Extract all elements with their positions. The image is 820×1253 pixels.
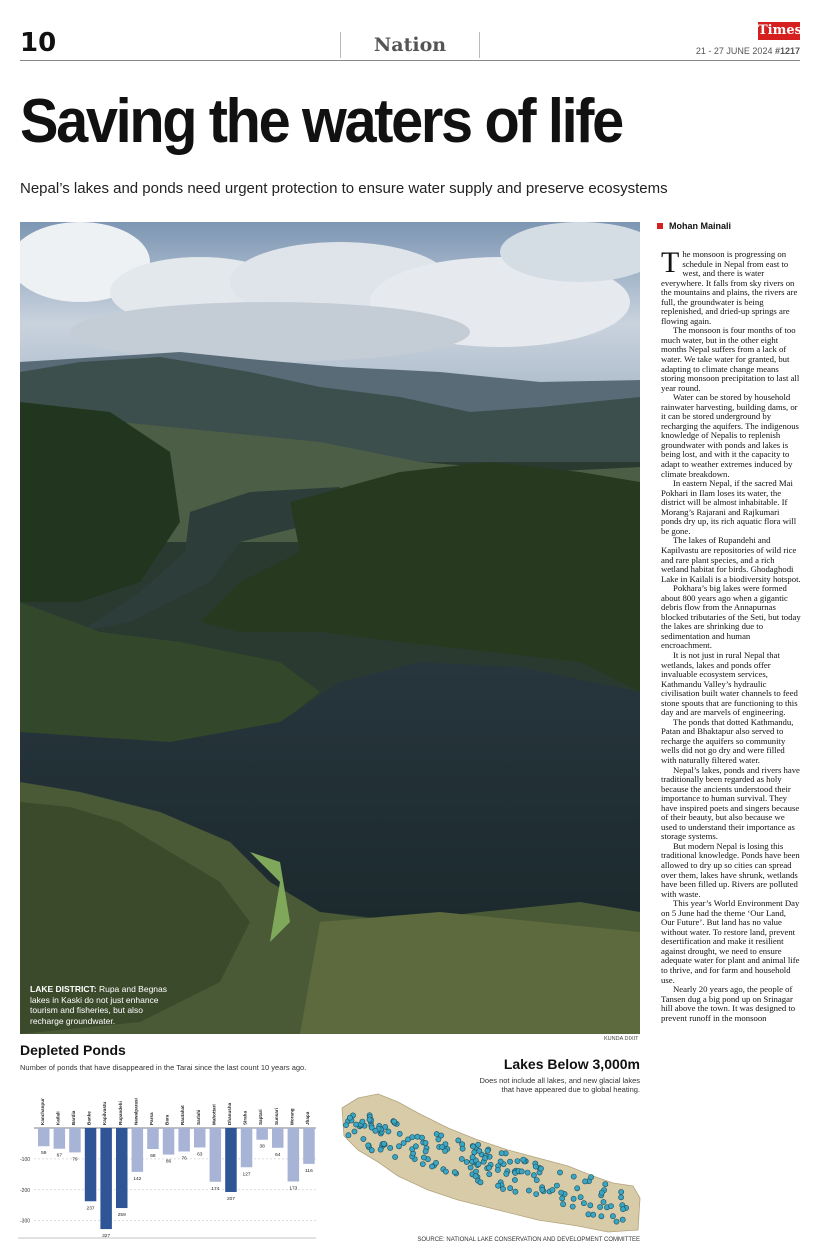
lake-marker: [570, 1204, 575, 1209]
lake-marker: [396, 1144, 401, 1149]
lake-marker: [392, 1119, 397, 1124]
value-label: 259: [117, 1213, 126, 1219]
lake-marker: [456, 1138, 461, 1143]
bar: [85, 1128, 97, 1201]
lake-photo: [20, 222, 640, 1034]
lake-marker: [471, 1144, 476, 1149]
lake-marker: [581, 1201, 586, 1206]
lake-marker: [515, 1159, 520, 1164]
lake-marker: [550, 1187, 555, 1192]
lake-marker: [473, 1174, 478, 1179]
lake-marker: [367, 1117, 372, 1122]
y-tick-label: -200: [20, 1187, 31, 1194]
page-number: 10: [20, 28, 57, 58]
lake-marker: [443, 1169, 448, 1174]
lake-marker: [440, 1144, 445, 1149]
article-paragraph: Nepal’s lakes, ponds and rivers have traditionally been regarded as holy because the ancients understood their importance to human survival. They have inspired poets and singers because of their beauty, but also because we used to understand their importance as storage systems.: [661, 764, 800, 842]
article-paragraph: The monsoon is four months of too much water, but in the other eight months Nepal suffers from a lack of water. We take water for granted, but adapting to climate change means storing monsoon precipitation to last all year round.: [661, 325, 800, 393]
value-label: 67: [56, 1153, 63, 1159]
ponds-chart-title: Depleted Ponds: [20, 1042, 126, 1058]
lake-marker: [415, 1134, 420, 1139]
lake-marker: [413, 1144, 418, 1149]
lake-marker: [571, 1196, 576, 1201]
value-label: 173: [289, 1186, 298, 1192]
bar: [241, 1128, 253, 1167]
lake-marker: [533, 1164, 538, 1169]
category-label: Siraha: [242, 1110, 248, 1125]
lake-marker: [393, 1154, 398, 1159]
lake-marker: [476, 1142, 481, 1147]
value-label: 38: [259, 1144, 265, 1150]
lake-marker: [423, 1149, 428, 1154]
lake-marker: [586, 1212, 591, 1217]
lake-marker: [433, 1160, 438, 1165]
lake-marker: [540, 1187, 545, 1192]
lakes-map-subtitle: Does not include all lakes, and new glacial lakes that have appeared due to global heating.: [479, 1076, 640, 1094]
lake-marker: [381, 1141, 386, 1146]
category-label: Kailali: [55, 1111, 61, 1125]
category-label: Dhanusha: [226, 1102, 232, 1125]
article-paragraph: In eastern Nepal, if the sacred Mai Pokhari in Ilam loses its water, the district will be almost inhabitable. If Morang’s Rajarani and Rajkumari ponds dry up, its rich aquatic flora will be gone.: [661, 478, 797, 536]
lake-marker: [369, 1148, 374, 1153]
lake-marker: [571, 1174, 576, 1179]
lake-marker: [373, 1128, 378, 1133]
lake-marker: [483, 1156, 488, 1161]
lake-marker: [460, 1146, 465, 1151]
bar: [194, 1128, 206, 1147]
category-label: Kanchanpur: [39, 1098, 45, 1125]
lake-marker: [534, 1192, 539, 1197]
bar: [272, 1128, 284, 1148]
value-label: 207: [226, 1196, 235, 1202]
bar: [178, 1128, 190, 1151]
ponds-chart-subtitle: Number of ponds that have disappeared in the Tarai since the last count 10 years ago.: [20, 1063, 307, 1072]
ponds-bar-chart: [18, 1080, 316, 1240]
lake-marker: [397, 1131, 402, 1136]
bar: [225, 1128, 237, 1192]
lake-marker: [388, 1145, 393, 1150]
photo-credit: KUNDA DIXIT: [604, 1036, 639, 1042]
value-label: 76: [181, 1156, 187, 1162]
lake-marker: [346, 1133, 351, 1138]
lake-marker: [495, 1167, 500, 1172]
value-label: 174: [211, 1186, 220, 1192]
lake-marker: [575, 1186, 580, 1191]
category-label: Parsa: [148, 1112, 154, 1125]
lake-marker: [554, 1183, 559, 1188]
lake-landscape-image: [20, 222, 640, 1034]
lake-marker: [507, 1159, 512, 1164]
lake-marker: [378, 1147, 383, 1152]
article-paragraph: This year’s World Environment Day on 5 June had the theme ‘Our Land, Our Future’. But land has no value without water. To restore land, prevent desertification and make it resilient against drought, we need to ensure adequate water for plant and animal life to thrive, and for farm and household use.: [661, 898, 800, 985]
caption-label: LAKE DISTRICT:: [30, 984, 97, 994]
lake-marker: [583, 1179, 588, 1184]
lake-marker: [519, 1169, 524, 1174]
bar: [38, 1128, 50, 1146]
value-label: 142: [133, 1176, 142, 1182]
bar: [116, 1128, 128, 1208]
article-paragraph: But modern Nepal is losing this traditional knowledge. Ponds have been allowed to dry up so cities can spread over them, lakes have shrunk, wetlands have been filled up. Rivers are polluted with waste.: [661, 840, 800, 899]
lake-marker: [421, 1155, 426, 1160]
lake-marker: [561, 1202, 566, 1207]
lake-marker: [470, 1155, 475, 1160]
bar: [210, 1128, 222, 1182]
lake-marker: [589, 1175, 594, 1180]
category-label: Banke: [86, 1111, 92, 1125]
lake-marker: [603, 1182, 608, 1187]
lake-marker: [485, 1148, 490, 1153]
lake-marker: [352, 1129, 357, 1134]
lake-marker: [508, 1186, 513, 1191]
headline: Saving the waters of life: [20, 87, 622, 156]
bar: [147, 1128, 159, 1149]
lake-marker: [513, 1189, 518, 1194]
value-label: 86: [165, 1159, 172, 1165]
lake-marker: [521, 1157, 526, 1162]
standfirst: Nepal’s lakes and ponds need urgent protection to ensure water supply and preserve ecosystems: [20, 180, 668, 197]
y-tick-label: -100: [20, 1156, 31, 1163]
article-paragraph: Pokhara’s big lakes were formed about 800 years ago when a gigantic debris flow from the Annapurnas blocked tributaries of the Seti, but today the lakes are shrinking due to sedimentation and human encroachment.: [661, 583, 801, 651]
lake-marker: [478, 1180, 483, 1185]
y-tick-label: -300: [20, 1218, 31, 1225]
category-label: Rautahat: [180, 1105, 186, 1125]
lake-marker: [366, 1143, 371, 1148]
lake-marker: [560, 1196, 565, 1201]
category-label: Bardia: [70, 1110, 76, 1125]
article-paragraph: Nearly 20 years ago, the people of Tansen dug a big pond up on Srinagar hill above the town. It was designed to prevent runoff in the monsoon: [661, 984, 796, 1023]
bar: [54, 1128, 66, 1149]
bar: [100, 1128, 112, 1229]
value-label: 79: [72, 1157, 78, 1163]
lake-marker: [464, 1159, 469, 1164]
article-paragraph: The lakes of Rupandehi and Kapilvastu are repositories of wild rice and rare plant species, and a rich wetland habitat for birds. Ghodaghodi Lake in Kailali is a biodiversity hotspot.: [661, 535, 801, 584]
category-label: Jhapa: [304, 1111, 310, 1125]
category-label: Morang: [289, 1108, 295, 1125]
category-label: Mahottari: [211, 1104, 217, 1125]
lake-marker: [420, 1162, 425, 1167]
lake-marker: [619, 1195, 624, 1200]
lake-marker: [588, 1203, 593, 1208]
category-label: Nawalparasi: [133, 1098, 139, 1125]
lake-marker: [477, 1148, 482, 1153]
lake-marker: [578, 1195, 583, 1200]
lake-marker: [487, 1172, 492, 1177]
lake-marker: [598, 1204, 603, 1209]
lake-marker: [347, 1115, 352, 1120]
article-paragraph: It is not just in rural Nepal that wetlands, lakes and ponds offer invaluable ecosystem services, Kathmandu Valley’s hydraulic civilisation built water channels to feed stone spouts that are functioning to this day and are marvels of engineering.: [661, 649, 798, 718]
issue-info: [696, 46, 800, 56]
bar: [256, 1128, 268, 1140]
lake-marker: [499, 1151, 504, 1156]
byline: Mohan Mainali: [657, 221, 731, 231]
bar: [69, 1128, 81, 1152]
lake-marker: [526, 1188, 531, 1193]
lake-marker: [500, 1186, 505, 1191]
lake-marker: [538, 1166, 543, 1171]
lake-marker: [512, 1177, 517, 1182]
lake-marker: [386, 1129, 391, 1134]
lake-marker: [591, 1212, 596, 1217]
value-label: 127: [242, 1172, 251, 1178]
lake-marker: [343, 1123, 348, 1128]
lake-marker: [401, 1140, 406, 1145]
issue-number: #1217: [774, 46, 800, 56]
category-label: Sarlahi: [195, 1109, 201, 1125]
lake-marker: [608, 1204, 613, 1209]
value-label: 64: [275, 1152, 281, 1158]
lake-marker: [486, 1165, 491, 1170]
lake-marker: [557, 1170, 562, 1175]
value-label: 59: [41, 1151, 47, 1157]
page-header: [20, 23, 802, 62]
bar: [163, 1128, 175, 1155]
issue-date: 21 - 27 JUNE 2024: [695, 46, 773, 56]
value-label: 116: [305, 1168, 313, 1174]
caption-text: Rupa and Begnas lakes in Kaski do not just enhance tourism and fisheries, but also recharge groundwater.: [30, 984, 168, 1026]
lake-marker: [559, 1190, 564, 1195]
lake-marker: [410, 1135, 415, 1140]
category-label: Kapilvastu: [102, 1101, 108, 1125]
lake-marker: [525, 1170, 530, 1175]
header-rule: [20, 60, 800, 61]
value-label: 237: [86, 1206, 95, 1212]
lake-marker: [360, 1119, 365, 1124]
lake-marker: [620, 1207, 625, 1212]
lake-marker: [599, 1214, 604, 1219]
lake-marker: [476, 1162, 481, 1167]
article-paragraph: Water can be stored by household rainwater harvesting, building dams, or it can be stored underground by recharging the aquifers. The indigenous knowledge of Nepalis to replenish groundwater with ponds and lakes is being lost, and with it the capacity to adapt to weather extremes induced by climate breakdown.: [661, 392, 799, 479]
lake-marker: [468, 1165, 473, 1170]
lake-marker: [472, 1150, 477, 1155]
value-label: 327: [102, 1234, 111, 1240]
source-note: SOURCE: NATIONAL LAKE CONSERVATION AND DEVELOPMENT COMMITTEE: [417, 1237, 640, 1243]
lake-marker: [459, 1156, 464, 1161]
section-name: Nation: [340, 32, 480, 58]
bar: [132, 1128, 144, 1172]
article-paragraph: The monsoon is progressing on schedule in Nepal from east to west, and there is water everywhere. It falls from sky rivers on the mountains and plains, the rivers are full, the groundwater is being replenished, and dried-up springs are flowing again.: [661, 250, 798, 326]
lake-marker: [423, 1140, 428, 1145]
lake-marker: [534, 1178, 539, 1183]
lake-marker: [496, 1183, 501, 1188]
lake-marker: [361, 1136, 366, 1141]
article-body: [661, 250, 801, 1226]
lake-marker: [619, 1189, 624, 1194]
lake-marker: [436, 1137, 441, 1142]
category-label: Saptari: [258, 1109, 264, 1125]
value-label: 63: [197, 1152, 203, 1158]
lakes-map-title: Lakes Below 3,000m: [503, 1056, 640, 1072]
bar: [303, 1128, 315, 1164]
lake-marker: [452, 1170, 457, 1175]
lake-marker: [601, 1199, 606, 1204]
photo-caption: [30, 984, 170, 1026]
publication-logo: Times: [758, 23, 802, 38]
lake-marker: [620, 1217, 625, 1222]
bar: [288, 1128, 300, 1181]
lake-marker: [498, 1159, 503, 1164]
category-label: Bara: [164, 1114, 170, 1125]
category-label: Rupandehi: [117, 1101, 123, 1125]
lake-marker: [610, 1214, 615, 1219]
category-label: Sunsari: [273, 1108, 279, 1125]
lake-marker: [531, 1173, 536, 1178]
article-paragraph: The ponds that dotted Kathmandu, Patan and Bhaktapur also served to recharge the aquifers so community wells did not go dry and were filled with naturally filtered water.: [661, 716, 794, 765]
lake-marker: [504, 1171, 509, 1176]
lake-marker: [614, 1219, 619, 1224]
lake-marker: [599, 1190, 604, 1195]
value-label: 68: [150, 1154, 156, 1160]
